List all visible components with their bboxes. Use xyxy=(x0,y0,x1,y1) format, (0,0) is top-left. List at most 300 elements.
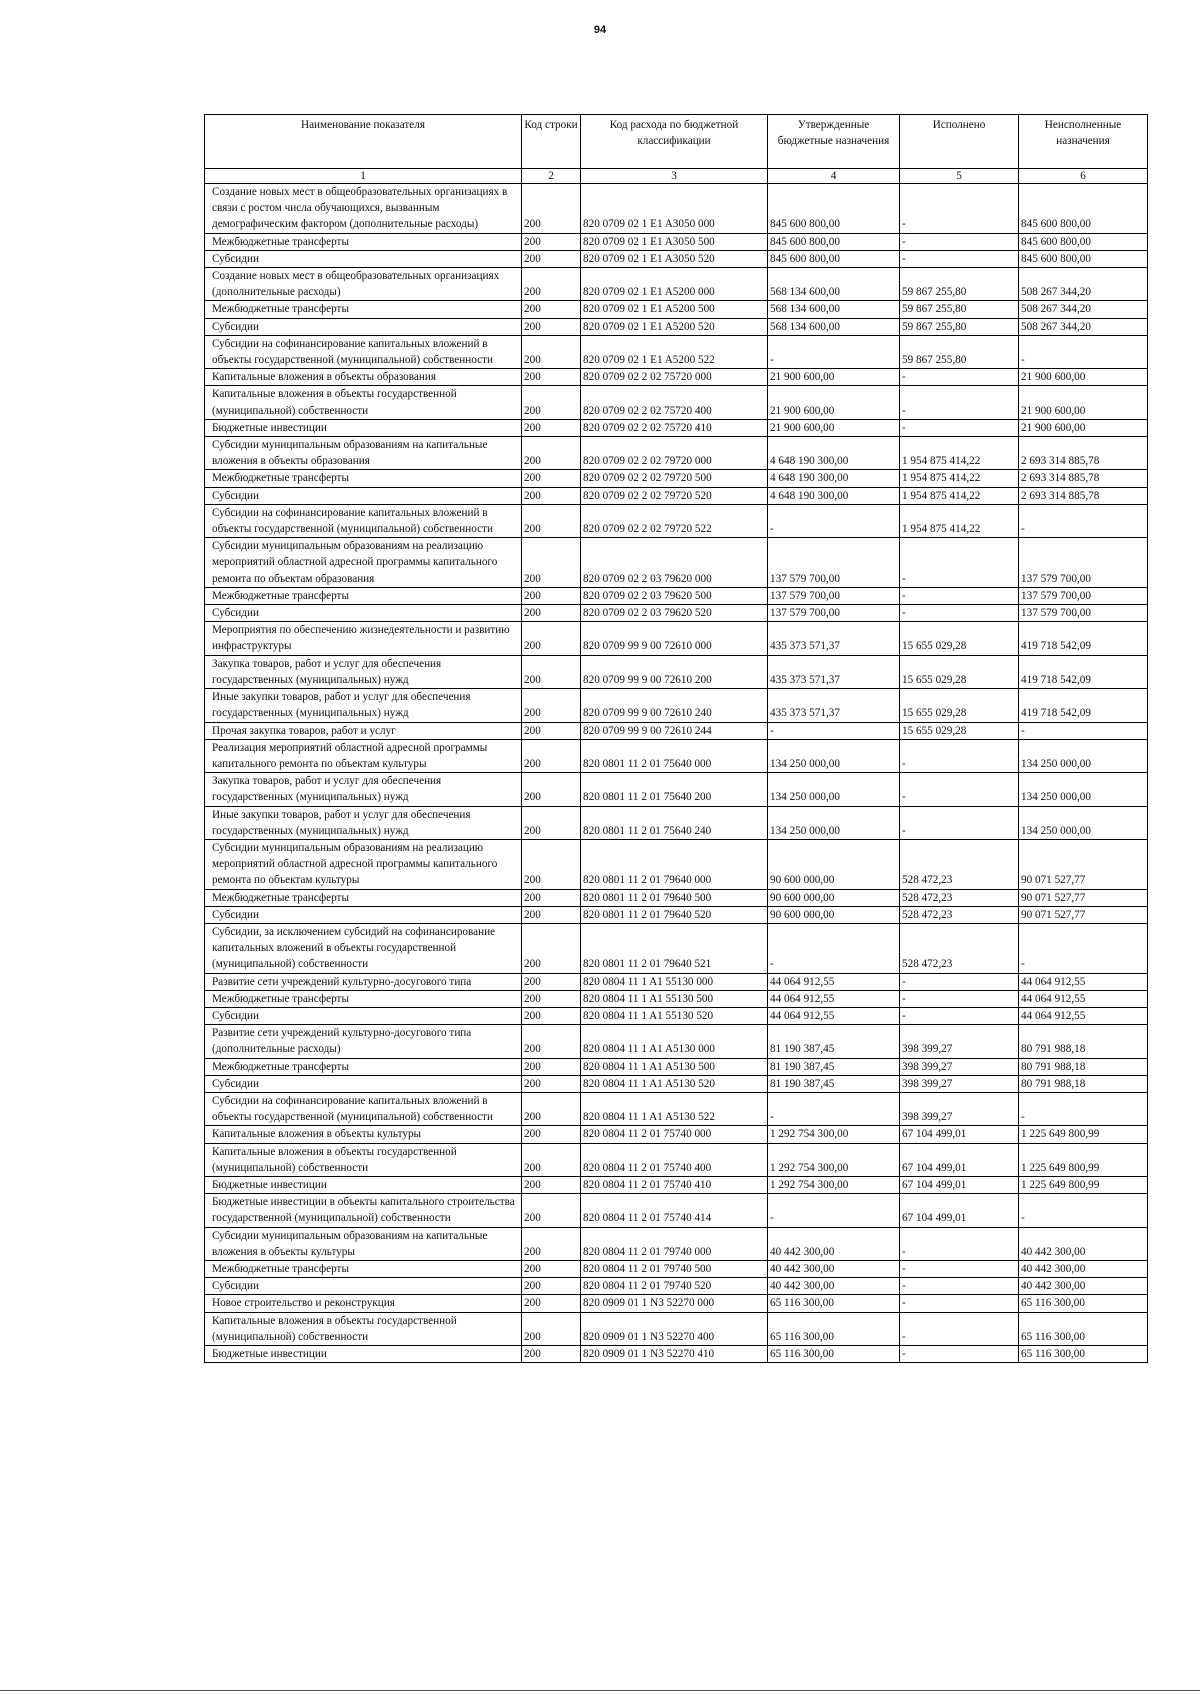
row-unexecuted-amount: 845 600 800,00 xyxy=(1019,184,1148,234)
row-budget-code: 820 0709 02 2 02 79720 500 xyxy=(581,470,768,487)
row-line-code: 200 xyxy=(522,1092,581,1125)
row-approved-amount: - xyxy=(768,504,900,537)
table-row xyxy=(205,184,1148,234)
row-unexecuted-amount: 137 579 700,00 xyxy=(1019,605,1148,622)
row-line-code: 200 xyxy=(522,990,581,1007)
table-row xyxy=(205,1278,1148,1295)
row-executed-amount: 67 104 499,01 xyxy=(900,1176,1019,1193)
row-budget-code: 820 0804 11 1 A1 55130 000 xyxy=(581,973,768,990)
row-line-code: 200 xyxy=(522,923,581,973)
row-unexecuted-amount: 508 267 344,20 xyxy=(1019,268,1148,301)
column-number: 6 xyxy=(1019,169,1148,184)
row-line-code: 200 xyxy=(522,369,581,386)
table-row xyxy=(205,504,1148,537)
row-approved-amount: 4 648 190 300,00 xyxy=(768,437,900,470)
table-row xyxy=(205,487,1148,504)
row-line-code: 200 xyxy=(522,1176,581,1193)
row-name: Реализация мероприятий областной адресной программы капитального ремонта по объектам культуры xyxy=(205,739,522,772)
row-name: Субсидии xyxy=(205,250,522,267)
row-approved-amount: 137 579 700,00 xyxy=(768,605,900,622)
row-budget-code: 820 0709 02 1 E1 A3050 500 xyxy=(581,233,768,250)
row-budget-code: 820 0709 02 1 E1 A3050 520 xyxy=(581,250,768,267)
table-row xyxy=(205,622,1148,655)
row-unexecuted-amount: 2 693 314 885,78 xyxy=(1019,487,1148,504)
row-approved-amount: 845 600 800,00 xyxy=(768,250,900,267)
header-cell: Код строки xyxy=(522,115,581,169)
row-line-code: 200 xyxy=(522,739,581,772)
table-header-row xyxy=(205,115,1148,169)
row-unexecuted-amount: 65 116 300,00 xyxy=(1019,1295,1148,1312)
row-unexecuted-amount: 137 579 700,00 xyxy=(1019,587,1148,604)
row-approved-amount: 845 600 800,00 xyxy=(768,233,900,250)
row-budget-code: 820 0804 11 1 A1 A5130 520 xyxy=(581,1075,768,1092)
row-budget-code: 820 0804 11 2 01 79740 000 xyxy=(581,1227,768,1260)
row-name: Межбюджетные трансферты xyxy=(205,889,522,906)
row-unexecuted-amount: 419 718 542,09 xyxy=(1019,689,1148,722)
row-approved-amount: - xyxy=(768,722,900,739)
header-cell: Утвержденные бюджетные назначения xyxy=(768,115,900,169)
table-row xyxy=(205,923,1148,973)
row-approved-amount: 40 442 300,00 xyxy=(768,1278,900,1295)
row-budget-code: 820 0709 02 2 02 75720 400 xyxy=(581,386,768,419)
row-approved-amount: 4 648 190 300,00 xyxy=(768,487,900,504)
row-unexecuted-amount: 419 718 542,09 xyxy=(1019,655,1148,688)
row-unexecuted-amount: 21 900 600,00 xyxy=(1019,369,1148,386)
row-line-code: 200 xyxy=(522,889,581,906)
row-executed-amount: 59 867 255,80 xyxy=(900,318,1019,335)
row-name: Новое строительство и реконструкция xyxy=(205,1295,522,1312)
row-budget-code: 820 0709 02 1 E1 A5200 000 xyxy=(581,268,768,301)
table-row xyxy=(205,605,1148,622)
table-row xyxy=(205,1007,1148,1024)
row-budget-code: 820 0804 11 1 A1 A5130 000 xyxy=(581,1025,768,1058)
row-executed-amount: - xyxy=(900,1312,1019,1345)
row-unexecuted-amount: 134 250 000,00 xyxy=(1019,739,1148,772)
row-name: Капитальные вложения в объекты государственной (муниципальной) собственности xyxy=(205,386,522,419)
row-executed-amount: 59 867 255,80 xyxy=(900,268,1019,301)
row-line-code: 200 xyxy=(522,655,581,688)
row-unexecuted-amount: 137 579 700,00 xyxy=(1019,538,1148,588)
table-row xyxy=(205,301,1148,318)
header-cell: Исполнено xyxy=(900,115,1019,169)
row-executed-amount: 67 104 499,01 xyxy=(900,1126,1019,1143)
row-budget-code: 820 0804 11 1 A1 A5130 500 xyxy=(581,1058,768,1075)
row-line-code: 200 xyxy=(522,1278,581,1295)
row-name: Прочая закупка товаров, работ и услуг xyxy=(205,722,522,739)
row-line-code: 200 xyxy=(522,1261,581,1278)
row-unexecuted-amount: - xyxy=(1019,335,1148,368)
row-name: Создание новых мест в общеобразовательных организациях в связи с ростом числа обучающихся, вызванным демографическим фактором (дополнительные расходы) xyxy=(205,184,522,234)
row-line-code: 200 xyxy=(522,1025,581,1058)
row-budget-code: 820 0804 11 1 A1 A5130 522 xyxy=(581,1092,768,1125)
column-number: 5 xyxy=(900,169,1019,184)
row-name: Субсидии муниципальным образованиям на реализацию мероприятий областной адресной программы капитального ремонта по объектам образования xyxy=(205,538,522,588)
row-approved-amount: 137 579 700,00 xyxy=(768,587,900,604)
row-executed-amount: - xyxy=(900,1346,1019,1363)
row-name: Межбюджетные трансферты xyxy=(205,990,522,1007)
row-approved-amount: 44 064 912,55 xyxy=(768,973,900,990)
table-row xyxy=(205,470,1148,487)
row-unexecuted-amount: 65 116 300,00 xyxy=(1019,1312,1148,1345)
row-line-code: 200 xyxy=(522,1007,581,1024)
row-line-code: 200 xyxy=(522,1346,581,1363)
row-approved-amount: 21 900 600,00 xyxy=(768,419,900,436)
row-name: Межбюджетные трансферты xyxy=(205,233,522,250)
row-approved-amount: 1 292 754 300,00 xyxy=(768,1176,900,1193)
row-line-code: 200 xyxy=(522,906,581,923)
row-unexecuted-amount: - xyxy=(1019,1194,1148,1227)
row-name: Бюджетные инвестиции xyxy=(205,419,522,436)
row-unexecuted-amount: 90 071 527,77 xyxy=(1019,906,1148,923)
row-executed-amount: 1 954 875 414,22 xyxy=(900,487,1019,504)
row-name: Капитальные вложения в объекты государственной (муниципальной) собственности xyxy=(205,1312,522,1345)
row-name: Иные закупки товаров, работ и услуг для обеспечения государственных (муниципальных) нужд xyxy=(205,806,522,839)
table-row xyxy=(205,839,1148,889)
row-budget-code: 820 0801 11 2 01 79640 521 xyxy=(581,923,768,973)
table-row xyxy=(205,1295,1148,1312)
row-line-code: 200 xyxy=(522,386,581,419)
row-name: Развитие сети учреждений культурно-досугового типа (дополнительные расходы) xyxy=(205,1025,522,1058)
row-unexecuted-amount: 1 225 649 800,99 xyxy=(1019,1126,1148,1143)
table-row xyxy=(205,369,1148,386)
row-line-code: 200 xyxy=(522,318,581,335)
row-budget-code: 820 0709 02 1 E1 A3050 000 xyxy=(581,184,768,234)
table-row xyxy=(205,437,1148,470)
row-executed-amount: - xyxy=(900,250,1019,267)
row-name: Субсидии муниципальным образованиям на капитальные вложения в объекты образования xyxy=(205,437,522,470)
row-approved-amount: 845 600 800,00 xyxy=(768,184,900,234)
row-executed-amount: - xyxy=(900,386,1019,419)
row-budget-code: 820 0909 01 1 N3 52270 410 xyxy=(581,1346,768,1363)
row-name: Закупка товаров, работ и услуг для обеспечения государственных (муниципальных) нужд xyxy=(205,655,522,688)
row-executed-amount: - xyxy=(900,1261,1019,1278)
table-row xyxy=(205,386,1148,419)
page-bottom-rule xyxy=(0,1690,1200,1691)
table-row xyxy=(205,806,1148,839)
row-line-code: 200 xyxy=(522,1143,581,1176)
row-line-code: 200 xyxy=(522,1312,581,1345)
row-name: Субсидии xyxy=(205,318,522,335)
row-name: Субсидии xyxy=(205,487,522,504)
column-number: 1 xyxy=(205,169,522,184)
header-cell: Неисполненные назначения xyxy=(1019,115,1148,169)
row-approved-amount: - xyxy=(768,335,900,368)
row-name: Межбюджетные трансферты xyxy=(205,470,522,487)
table-row xyxy=(205,250,1148,267)
row-line-code: 200 xyxy=(522,1295,581,1312)
table-row xyxy=(205,1194,1148,1227)
row-executed-amount: - xyxy=(900,1295,1019,1312)
row-executed-amount: 1 954 875 414,22 xyxy=(900,437,1019,470)
page-number: 94 xyxy=(593,24,607,36)
row-name: Субсидии на софинансирование капитальных вложений в объекты государственной (муниципальной) собственности xyxy=(205,335,522,368)
row-approved-amount: 21 900 600,00 xyxy=(768,386,900,419)
row-executed-amount: 1 954 875 414,22 xyxy=(900,504,1019,537)
row-approved-amount: 65 116 300,00 xyxy=(768,1295,900,1312)
row-line-code: 200 xyxy=(522,470,581,487)
row-budget-code: 820 0804 11 2 01 75740 000 xyxy=(581,1126,768,1143)
row-name: Субсидии xyxy=(205,605,522,622)
row-unexecuted-amount: 80 791 988,18 xyxy=(1019,1075,1148,1092)
row-budget-code: 820 0804 11 2 01 75740 410 xyxy=(581,1176,768,1193)
row-executed-amount: - xyxy=(900,587,1019,604)
table-row xyxy=(205,906,1148,923)
row-name: Бюджетные инвестиции xyxy=(205,1346,522,1363)
row-unexecuted-amount: 1 225 649 800,99 xyxy=(1019,1176,1148,1193)
row-unexecuted-amount: 419 718 542,09 xyxy=(1019,622,1148,655)
row-line-code: 200 xyxy=(522,268,581,301)
row-executed-amount: 528 472,23 xyxy=(900,839,1019,889)
row-name: Межбюджетные трансферты xyxy=(205,587,522,604)
row-executed-amount: - xyxy=(900,184,1019,234)
table-row xyxy=(205,1312,1148,1345)
row-approved-amount: 21 900 600,00 xyxy=(768,369,900,386)
row-executed-amount: 59 867 255,80 xyxy=(900,301,1019,318)
row-line-code: 200 xyxy=(522,335,581,368)
row-name: Развитие сети учреждений культурно-досугового типа xyxy=(205,973,522,990)
row-budget-code: 820 0909 01 1 N3 52270 400 xyxy=(581,1312,768,1345)
table-body xyxy=(205,184,1148,1363)
row-executed-amount: - xyxy=(900,369,1019,386)
row-unexecuted-amount: 508 267 344,20 xyxy=(1019,318,1148,335)
row-executed-amount: - xyxy=(900,1007,1019,1024)
row-approved-amount: 81 190 387,45 xyxy=(768,1025,900,1058)
row-budget-code: 820 0801 11 2 01 75640 240 xyxy=(581,806,768,839)
row-unexecuted-amount: 134 250 000,00 xyxy=(1019,773,1148,806)
row-name: Создание новых мест в общеобразовательных организациях (дополнительные расходы) xyxy=(205,268,522,301)
row-executed-amount: 398 399,27 xyxy=(900,1025,1019,1058)
row-approved-amount: 81 190 387,45 xyxy=(768,1058,900,1075)
row-executed-amount: - xyxy=(900,973,1019,990)
row-unexecuted-amount: 65 116 300,00 xyxy=(1019,1346,1148,1363)
row-executed-amount: 15 655 029,28 xyxy=(900,622,1019,655)
row-name: Бюджетные инвестиции в объекты капитального строительства государственной (муниципальной) собственности xyxy=(205,1194,522,1227)
row-budget-code: 820 0709 02 2 02 75720 000 xyxy=(581,369,768,386)
row-line-code: 200 xyxy=(522,250,581,267)
row-name: Мероприятия по обеспечению жизнедеятельности и развитию инфраструктуры xyxy=(205,622,522,655)
row-budget-code: 820 0709 99 9 00 72610 000 xyxy=(581,622,768,655)
row-budget-code: 820 0801 11 2 01 75640 200 xyxy=(581,773,768,806)
table-row xyxy=(205,722,1148,739)
row-executed-amount: 67 104 499,01 xyxy=(900,1143,1019,1176)
row-unexecuted-amount: 40 442 300,00 xyxy=(1019,1278,1148,1295)
column-number: 4 xyxy=(768,169,900,184)
row-approved-amount: 90 600 000,00 xyxy=(768,839,900,889)
row-approved-amount: 134 250 000,00 xyxy=(768,773,900,806)
table-row xyxy=(205,889,1148,906)
row-approved-amount: 4 648 190 300,00 xyxy=(768,470,900,487)
row-approved-amount: 435 373 571,37 xyxy=(768,655,900,688)
row-line-code: 200 xyxy=(522,722,581,739)
row-approved-amount: 65 116 300,00 xyxy=(768,1346,900,1363)
row-approved-amount: - xyxy=(768,923,900,973)
row-approved-amount: 81 190 387,45 xyxy=(768,1075,900,1092)
table-row xyxy=(205,689,1148,722)
row-approved-amount: 568 134 600,00 xyxy=(768,318,900,335)
table-row xyxy=(205,739,1148,772)
table-row xyxy=(205,1346,1148,1363)
row-budget-code: 820 0909 01 1 N3 52270 000 xyxy=(581,1295,768,1312)
header-cell: Код расхода по бюджетной классификации xyxy=(581,115,768,169)
row-approved-amount: 44 064 912,55 xyxy=(768,990,900,1007)
table-row xyxy=(205,268,1148,301)
row-unexecuted-amount: 44 064 912,55 xyxy=(1019,990,1148,1007)
table-row xyxy=(205,335,1148,368)
row-budget-code: 820 0801 11 2 01 79640 500 xyxy=(581,889,768,906)
column-number: 3 xyxy=(581,169,768,184)
row-line-code: 200 xyxy=(522,622,581,655)
row-unexecuted-amount: 90 071 527,77 xyxy=(1019,889,1148,906)
row-budget-code: 820 0709 99 9 00 72610 244 xyxy=(581,722,768,739)
row-name: Субсидии на софинансирование капитальных вложений в объекты государственной (муниципальной) собственности xyxy=(205,1092,522,1125)
table-row xyxy=(205,1176,1148,1193)
row-line-code: 200 xyxy=(522,689,581,722)
row-budget-code: 820 0709 99 9 00 72610 200 xyxy=(581,655,768,688)
row-name: Субсидии муниципальным образованиям на капитальные вложения в объекты культуры xyxy=(205,1227,522,1260)
row-unexecuted-amount: 90 071 527,77 xyxy=(1019,839,1148,889)
row-unexecuted-amount: 845 600 800,00 xyxy=(1019,250,1148,267)
row-name: Субсидии на софинансирование капитальных вложений в объекты государственной (муниципальной) собственности xyxy=(205,504,522,537)
row-executed-amount: - xyxy=(900,739,1019,772)
row-executed-amount: 398 399,27 xyxy=(900,1058,1019,1075)
row-line-code: 200 xyxy=(522,538,581,588)
row-unexecuted-amount: 40 442 300,00 xyxy=(1019,1261,1148,1278)
budget-execution-table xyxy=(204,114,1148,1363)
table-row xyxy=(205,419,1148,436)
row-name: Межбюджетные трансферты xyxy=(205,1058,522,1075)
row-name: Межбюджетные трансферты xyxy=(205,301,522,318)
row-unexecuted-amount: 80 791 988,18 xyxy=(1019,1058,1148,1075)
row-name: Субсидии xyxy=(205,1007,522,1024)
table-row xyxy=(205,1261,1148,1278)
row-line-code: 200 xyxy=(522,587,581,604)
row-name: Субсидии xyxy=(205,1278,522,1295)
row-unexecuted-amount: 2 693 314 885,78 xyxy=(1019,470,1148,487)
table-row xyxy=(205,1058,1148,1075)
row-unexecuted-amount: 44 064 912,55 xyxy=(1019,973,1148,990)
table-row xyxy=(205,990,1148,1007)
row-executed-amount: 398 399,27 xyxy=(900,1075,1019,1092)
row-approved-amount: 137 579 700,00 xyxy=(768,538,900,588)
row-unexecuted-amount: 508 267 344,20 xyxy=(1019,301,1148,318)
row-approved-amount: 1 292 754 300,00 xyxy=(768,1126,900,1143)
row-unexecuted-amount: 2 693 314 885,78 xyxy=(1019,437,1148,470)
row-line-code: 200 xyxy=(522,487,581,504)
row-budget-code: 820 0801 11 2 01 79640 000 xyxy=(581,839,768,889)
row-unexecuted-amount: 1 225 649 800,99 xyxy=(1019,1143,1148,1176)
row-approved-amount: 435 373 571,37 xyxy=(768,622,900,655)
row-executed-amount: 15 655 029,28 xyxy=(900,655,1019,688)
row-line-code: 200 xyxy=(522,973,581,990)
row-budget-code: 820 0709 02 2 03 79620 000 xyxy=(581,538,768,588)
row-name: Капитальные вложения в объекты государственной (муниципальной) собственности xyxy=(205,1143,522,1176)
row-name: Субсидии xyxy=(205,1075,522,1092)
row-approved-amount: 568 134 600,00 xyxy=(768,268,900,301)
row-name: Межбюджетные трансферты xyxy=(205,1261,522,1278)
table-row xyxy=(205,1075,1148,1092)
row-line-code: 200 xyxy=(522,806,581,839)
row-approved-amount: 44 064 912,55 xyxy=(768,1007,900,1024)
table-row xyxy=(205,1227,1148,1260)
row-unexecuted-amount: - xyxy=(1019,1092,1148,1125)
row-executed-amount: - xyxy=(900,990,1019,1007)
row-name: Закупка товаров, работ и услуг для обеспечения государственных (муниципальных) нужд xyxy=(205,773,522,806)
row-executed-amount: 59 867 255,80 xyxy=(900,335,1019,368)
row-executed-amount: - xyxy=(900,233,1019,250)
row-budget-code: 820 0804 11 2 01 75740 400 xyxy=(581,1143,768,1176)
column-number: 2 xyxy=(522,169,581,184)
table-row xyxy=(205,1126,1148,1143)
row-approved-amount: 90 600 000,00 xyxy=(768,889,900,906)
row-line-code: 200 xyxy=(522,1058,581,1075)
row-approved-amount: 40 442 300,00 xyxy=(768,1261,900,1278)
row-name: Субсидии муниципальным образованиям на реализацию мероприятий областной адресной программы капитального ремонта по объектам культуры xyxy=(205,839,522,889)
row-line-code: 200 xyxy=(522,839,581,889)
row-budget-code: 820 0709 02 2 02 79720 522 xyxy=(581,504,768,537)
row-line-code: 200 xyxy=(522,301,581,318)
row-executed-amount: 1 954 875 414,22 xyxy=(900,470,1019,487)
row-name: Бюджетные инвестиции xyxy=(205,1176,522,1193)
row-executed-amount: 398 399,27 xyxy=(900,1092,1019,1125)
row-executed-amount: - xyxy=(900,1227,1019,1260)
row-executed-amount: - xyxy=(900,538,1019,588)
row-approved-amount: - xyxy=(768,1194,900,1227)
row-line-code: 200 xyxy=(522,1075,581,1092)
row-budget-code: 820 0709 99 9 00 72610 240 xyxy=(581,689,768,722)
table-row xyxy=(205,973,1148,990)
row-name: Иные закупки товаров, работ и услуг для обеспечения государственных (муниципальных) нужд xyxy=(205,689,522,722)
table-row xyxy=(205,1143,1148,1176)
row-line-code: 200 xyxy=(522,1126,581,1143)
row-approved-amount: 134 250 000,00 xyxy=(768,739,900,772)
row-approved-amount: 134 250 000,00 xyxy=(768,806,900,839)
table-row xyxy=(205,538,1148,588)
row-line-code: 200 xyxy=(522,1227,581,1260)
row-executed-amount: - xyxy=(900,419,1019,436)
row-line-code: 200 xyxy=(522,184,581,234)
row-approved-amount: 1 292 754 300,00 xyxy=(768,1143,900,1176)
row-approved-amount: 568 134 600,00 xyxy=(768,301,900,318)
row-executed-amount: 15 655 029,28 xyxy=(900,689,1019,722)
row-name: Субсидии, за исключением субсидий на софинансирование капитальных вложений в объекты государственной (муниципальной) собственности xyxy=(205,923,522,973)
row-executed-amount: - xyxy=(900,806,1019,839)
row-budget-code: 820 0709 02 1 E1 A5200 522 xyxy=(581,335,768,368)
row-budget-code: 820 0801 11 2 01 75640 000 xyxy=(581,739,768,772)
row-name: Капитальные вложения в объекты образования xyxy=(205,369,522,386)
row-executed-amount: 67 104 499,01 xyxy=(900,1194,1019,1227)
row-unexecuted-amount: 40 442 300,00 xyxy=(1019,1227,1148,1260)
row-budget-code: 820 0804 11 1 A1 55130 500 xyxy=(581,990,768,1007)
row-approved-amount: - xyxy=(768,1092,900,1125)
row-line-code: 200 xyxy=(522,504,581,537)
row-budget-code: 820 0709 02 1 E1 A5200 500 xyxy=(581,301,768,318)
table-row xyxy=(205,655,1148,688)
row-executed-amount: - xyxy=(900,1278,1019,1295)
row-executed-amount: 528 472,23 xyxy=(900,906,1019,923)
row-budget-code: 820 0709 02 2 03 79620 520 xyxy=(581,605,768,622)
header-cell: Наименование показателя xyxy=(205,115,522,169)
row-budget-code: 820 0804 11 2 01 75740 414 xyxy=(581,1194,768,1227)
row-name: Капитальные вложения в объекты культуры xyxy=(205,1126,522,1143)
table-row xyxy=(205,1092,1148,1125)
row-line-code: 200 xyxy=(522,419,581,436)
column-number-row xyxy=(205,169,1148,184)
row-line-code: 200 xyxy=(522,773,581,806)
row-executed-amount: - xyxy=(900,773,1019,806)
row-unexecuted-amount: 845 600 800,00 xyxy=(1019,233,1148,250)
row-line-code: 200 xyxy=(522,605,581,622)
row-budget-code: 820 0709 02 2 02 75720 410 xyxy=(581,419,768,436)
